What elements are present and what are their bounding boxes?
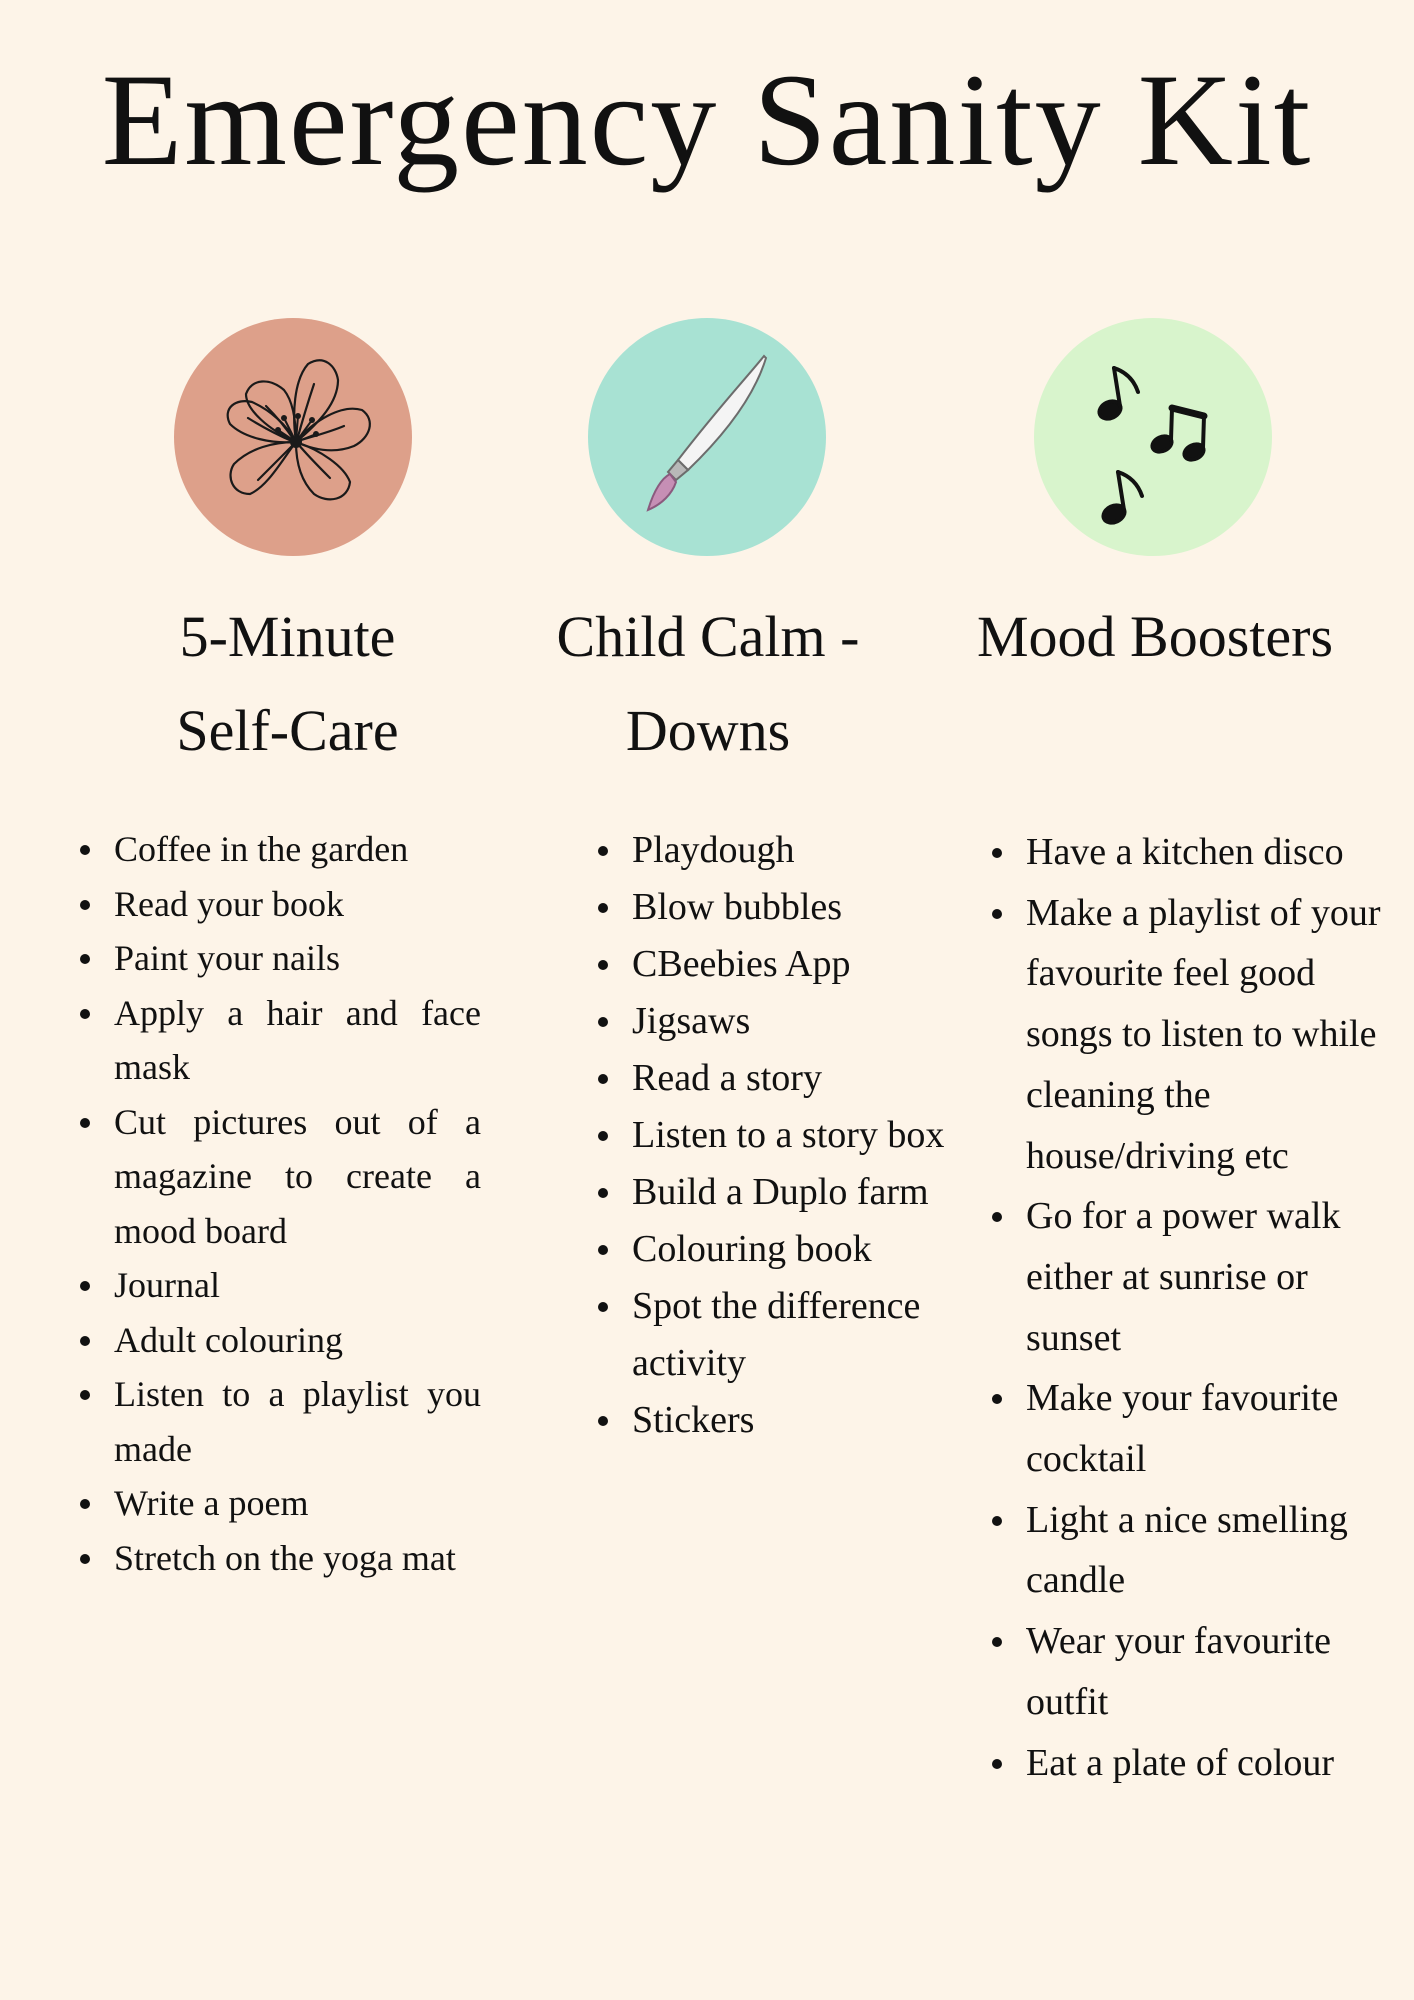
list-item: Jigsaws [596,993,976,1050]
list-item: Coffee in the garden [78,822,481,877]
list-item: Colouring book [596,1221,976,1278]
list-item: Paint your nails [78,931,481,986]
flower-icon [174,318,412,556]
list-item: Make a playlist of your favourite feel good songs to listen to while cleaning the house/driving etc [990,883,1400,1187]
list-item: Journal [78,1258,481,1313]
list-item: CBeebies App [596,936,976,993]
child-calm-list [596,822,976,1449]
list-item: Write a poem [78,1476,481,1531]
music-notes-icon [1034,318,1272,556]
list-item: Spot the difference activity [596,1278,976,1392]
mood-boosters-list [990,822,1400,1793]
list-item: Eat a plate of colour [990,1733,1400,1794]
list-item: Apply a hair and face mask [78,986,481,1095]
list-item: Go for a power walk either at sunrise or sunset [990,1186,1400,1368]
heading-line: 5-Minute [179,604,396,669]
heading-line: Child Calm - [556,604,860,669]
list-item: Adult colouring [78,1313,481,1368]
mood-boosters-icon-circle [1034,318,1272,556]
list-item: Read a story [596,1050,976,1107]
self-care-list [78,822,481,1585]
list-item: Build a Duplo farm [596,1164,976,1221]
page-title: Emergency Sanity Kit [101,46,1313,193]
paintbrush-icon [588,318,826,556]
list-item: Stretch on the yoga mat [78,1531,481,1586]
list-item: Light a nice smelling candle [990,1490,1400,1611]
list-item: Read your book [78,877,481,932]
list-item: Listen to a playlist you made [78,1367,481,1476]
self-care-icon-circle [174,318,412,556]
list-item: Blow bubbles [596,879,976,936]
heading-line: Downs [625,698,791,763]
child-calm-heading [518,590,898,778]
list-item: Playdough [596,822,976,879]
mood-boosters-heading [935,590,1375,684]
list-item: Have a kitchen disco [990,822,1400,883]
list-item: Cut pictures out of a magazine to create a mood board [78,1095,481,1259]
list-item: Listen to a story box [596,1107,976,1164]
heading-line: Self-Care [176,698,399,763]
list-item: Stickers [596,1392,976,1449]
child-calm-icon-circle [588,318,826,556]
self-care-heading [110,590,465,778]
list-item: Wear your favourite outfit [990,1611,1400,1732]
heading-line: Mood Boosters [976,604,1334,669]
list-item: Make your favourite cocktail [990,1368,1400,1489]
